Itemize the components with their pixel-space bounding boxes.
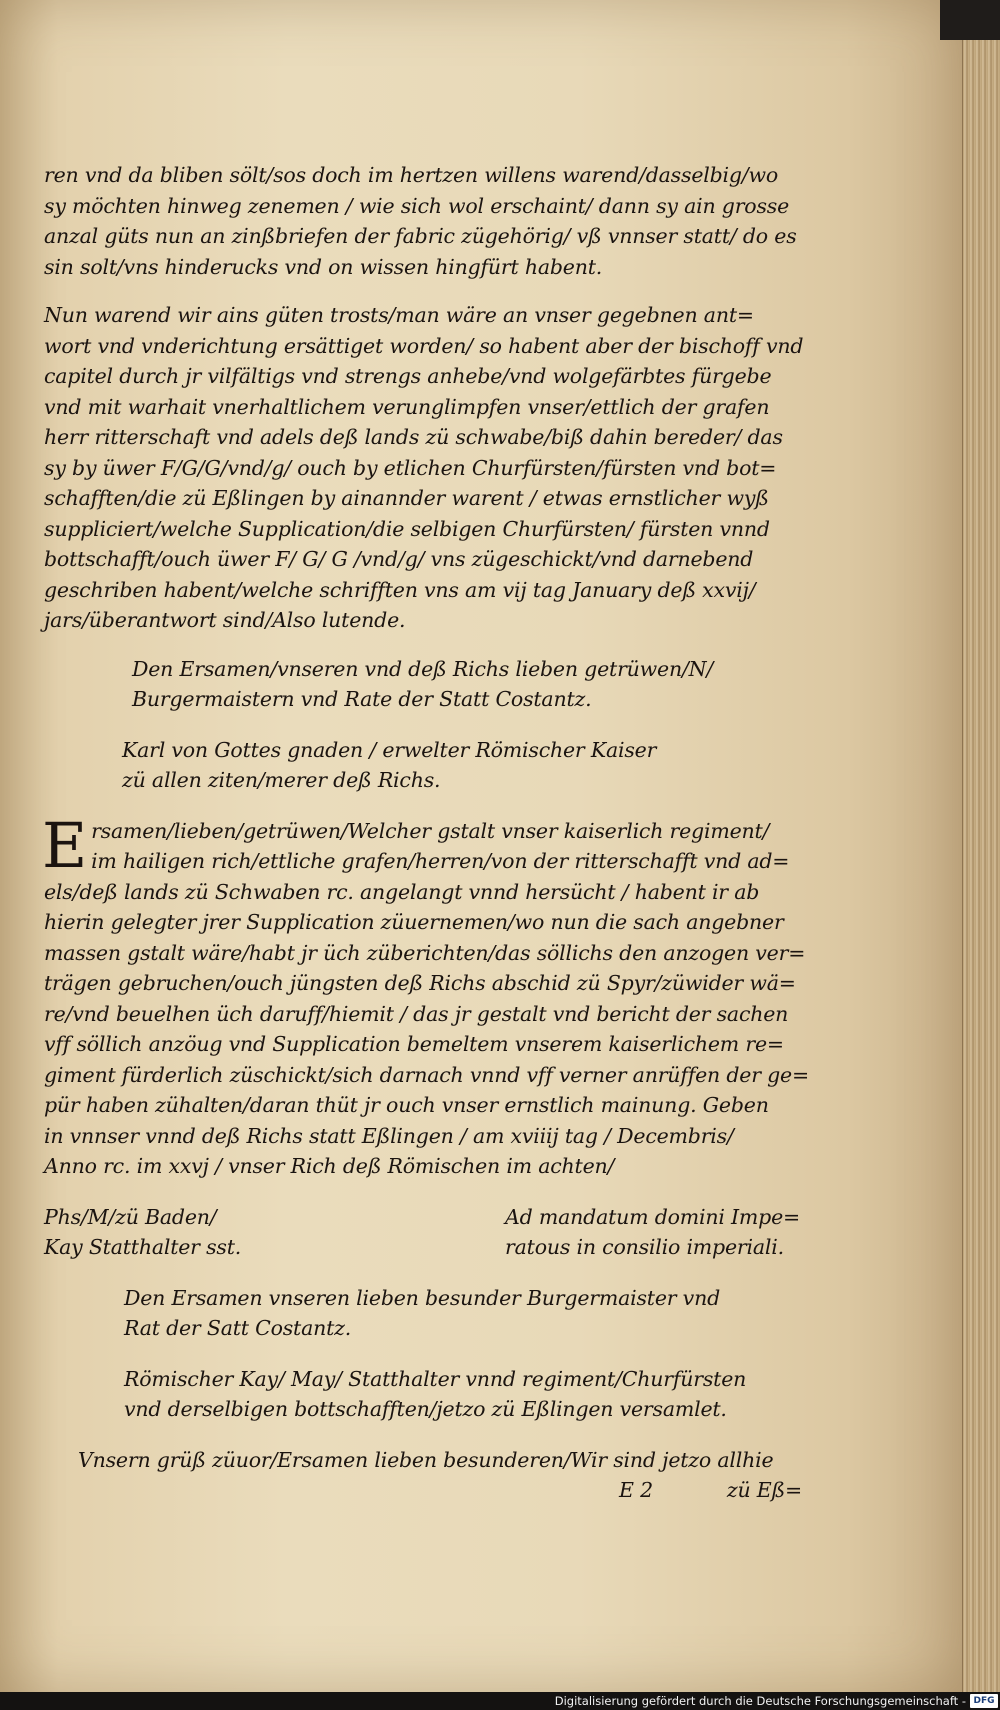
text-line: Phs/M/zü Baden/ [44, 1204, 217, 1229]
catchword: zü Eß= [726, 1478, 802, 1502]
text-line: trägen gebruchen/ouch jüngsten deß Richs abschid zü Spyr/züwider wä= [44, 971, 796, 995]
paragraph-2 [44, 300, 802, 636]
closing-text [78, 1445, 802, 1476]
text-line: massen gstalt wäre/habt jr üch züberichten/das söllichs den anzogen ver= [44, 940, 806, 965]
text-line: geschriben habent/welche schrifften vns am vij tag January deß xxvij/ [44, 577, 756, 602]
text-line: Kay Statthalter sst. [44, 1235, 242, 1259]
text-line: sin solt/vns hinderucks vnd on wissen hingfürt habent. [44, 254, 603, 279]
text-line: Anno rc. im xxvj / vnser Rich deß Römischen im achten/ [44, 1154, 615, 1178]
text-line: re/vnd beuelhen üch daruff/hiemit / das jr gestalt vnd bericht der sachen [44, 1001, 789, 1026]
text-line: ratous in consilio imperiali. [505, 1235, 784, 1259]
dfg-logo-icon: DFG [970, 1694, 998, 1708]
page-foot [44, 1475, 802, 1505]
signatures [44, 1202, 802, 1263]
text-line: Römischer Kay/ May/ Statthalter vnnd regiment/Churfürsten [124, 1366, 747, 1391]
text-line: hierin gelegter jrer Supplication züuernemen/wo nun die sach angebner [44, 910, 784, 934]
text-line: vnd mit warhait vnerhaltlichem verunglimpfen vnser/ettlich der grafen [44, 394, 770, 419]
text-line: zü allen ziten/merer deß Richs. [122, 768, 441, 792]
signature-mark: E 2 [619, 1478, 653, 1502]
sender-block-2 [124, 1364, 802, 1425]
text-line: Nun warend wir ains güten trosts/man wäre an vnser gegebnen ant= [44, 303, 754, 327]
book-page-edges [962, 40, 1000, 1692]
decorated-initial: E [42, 808, 88, 882]
text-line: Karl von Gottes gnaden / erwelter Römischer Kaiser [122, 737, 657, 762]
text-line: vff söllich anzöug vnd Supplication bemeltem vnserem kaiserlichem re= [44, 1032, 784, 1056]
text-line: Ad mandatum domini Impe= [505, 1204, 800, 1229]
text-line: herr ritterschaft vnd adels deß lands zü schwabe/biß dahin bereder/ das [44, 425, 783, 449]
text-line: ren vnd da bliben sölt/sos doch im hertzen willens warend/dasselbig/wo [44, 163, 778, 187]
page-text [42, 160, 809, 1505]
text-line: Vnsern grüß züuor/Ersamen lieben besunderen/Wir sind jetzo allhie [78, 1447, 774, 1472]
footer-credit: Digitalisierung gefördert durch die Deutsche Forschungsgemeinschaft - [554, 1694, 966, 1708]
text-line: capitel durch jr vilfältigs vnd strengs anhebe/vnd wolgefärbtes fürgebe [44, 364, 772, 388]
paragraph-1 [44, 160, 802, 282]
text-line: vnd derselbigen bottschafften/jetzo zü Eßlingen versamlet. [124, 1397, 727, 1421]
signature-right [505, 1202, 800, 1263]
text-line: Den Ersamen vnseren lieben besunder Burgermaister vnd [124, 1285, 720, 1310]
text-line: sy by üwer F/G/G/vnd/g/ ouch by etlichen Churfürsten/fürsten vnd bot= [44, 455, 777, 480]
digitization-footer [0, 1692, 1000, 1710]
decree-text [42, 808, 809, 1182]
signature-left [44, 1202, 241, 1263]
text-line: Rat der Satt Costantz. [124, 1316, 352, 1340]
address-block-2 [124, 1283, 802, 1344]
text-line: sy möchten hinweg zenemen / wie sich wol erschaint/ dann sy ain grosse [44, 193, 790, 218]
text-line: pür haben zühalten/daran thüt jr ouch vnser ernstlich mainung. Geben [44, 1093, 769, 1117]
text-line: giment fürderlich züschickt/sich darnach vnnd vff verner anrüffen der ge= [44, 1062, 809, 1087]
text-line: jars/überantwort sind/Also lutende. [44, 608, 406, 632]
sender-block-1 [122, 735, 802, 796]
text-line: schafften/die zü Eßlingen by ainannder warent / etwas ernstlicher wyß [44, 486, 769, 510]
text-line: im hailigen rich/ettliche grafen/herren/von der ritterschafft vnd ad= [91, 849, 790, 873]
text-line: anzal güts nun an zinßbriefen der fabric zügehörig/ vß vnnser statt/ do es [44, 224, 797, 248]
text-line: bottschafft/ouch üwer F/ G/ G /vnd/g/ vns zügeschickt/vnd darnebend [44, 547, 754, 571]
address-block-1 [132, 654, 802, 715]
text-line: suppliciert/welche Supplication/die selbigen Churfürsten/ fürsten vnnd [44, 516, 770, 541]
text-line: Burgermaistern vnd Rate der Statt Costantz. [132, 687, 592, 711]
text-line: Den Ersamen/vnseren vnd deß Richs lieben getrüwen/N/ [132, 656, 714, 681]
text-line: els/deß lands zü Schwaben rc. angelangt vnnd hersücht / habent ir ab [44, 879, 760, 904]
background-corner [940, 0, 1000, 40]
text-line: rsamen/lieben/getrüwen/Welcher gstalt vnser kaiserlich regiment/ [91, 818, 770, 843]
text-line: in vnnser vnnd deß Richs statt Eßlingen / am xviiij tag / Decembris/ [44, 1123, 734, 1148]
text-line: wort vnd vnderichtung ersättiget worden/ so habent aber der bischoff vnd [44, 333, 804, 358]
